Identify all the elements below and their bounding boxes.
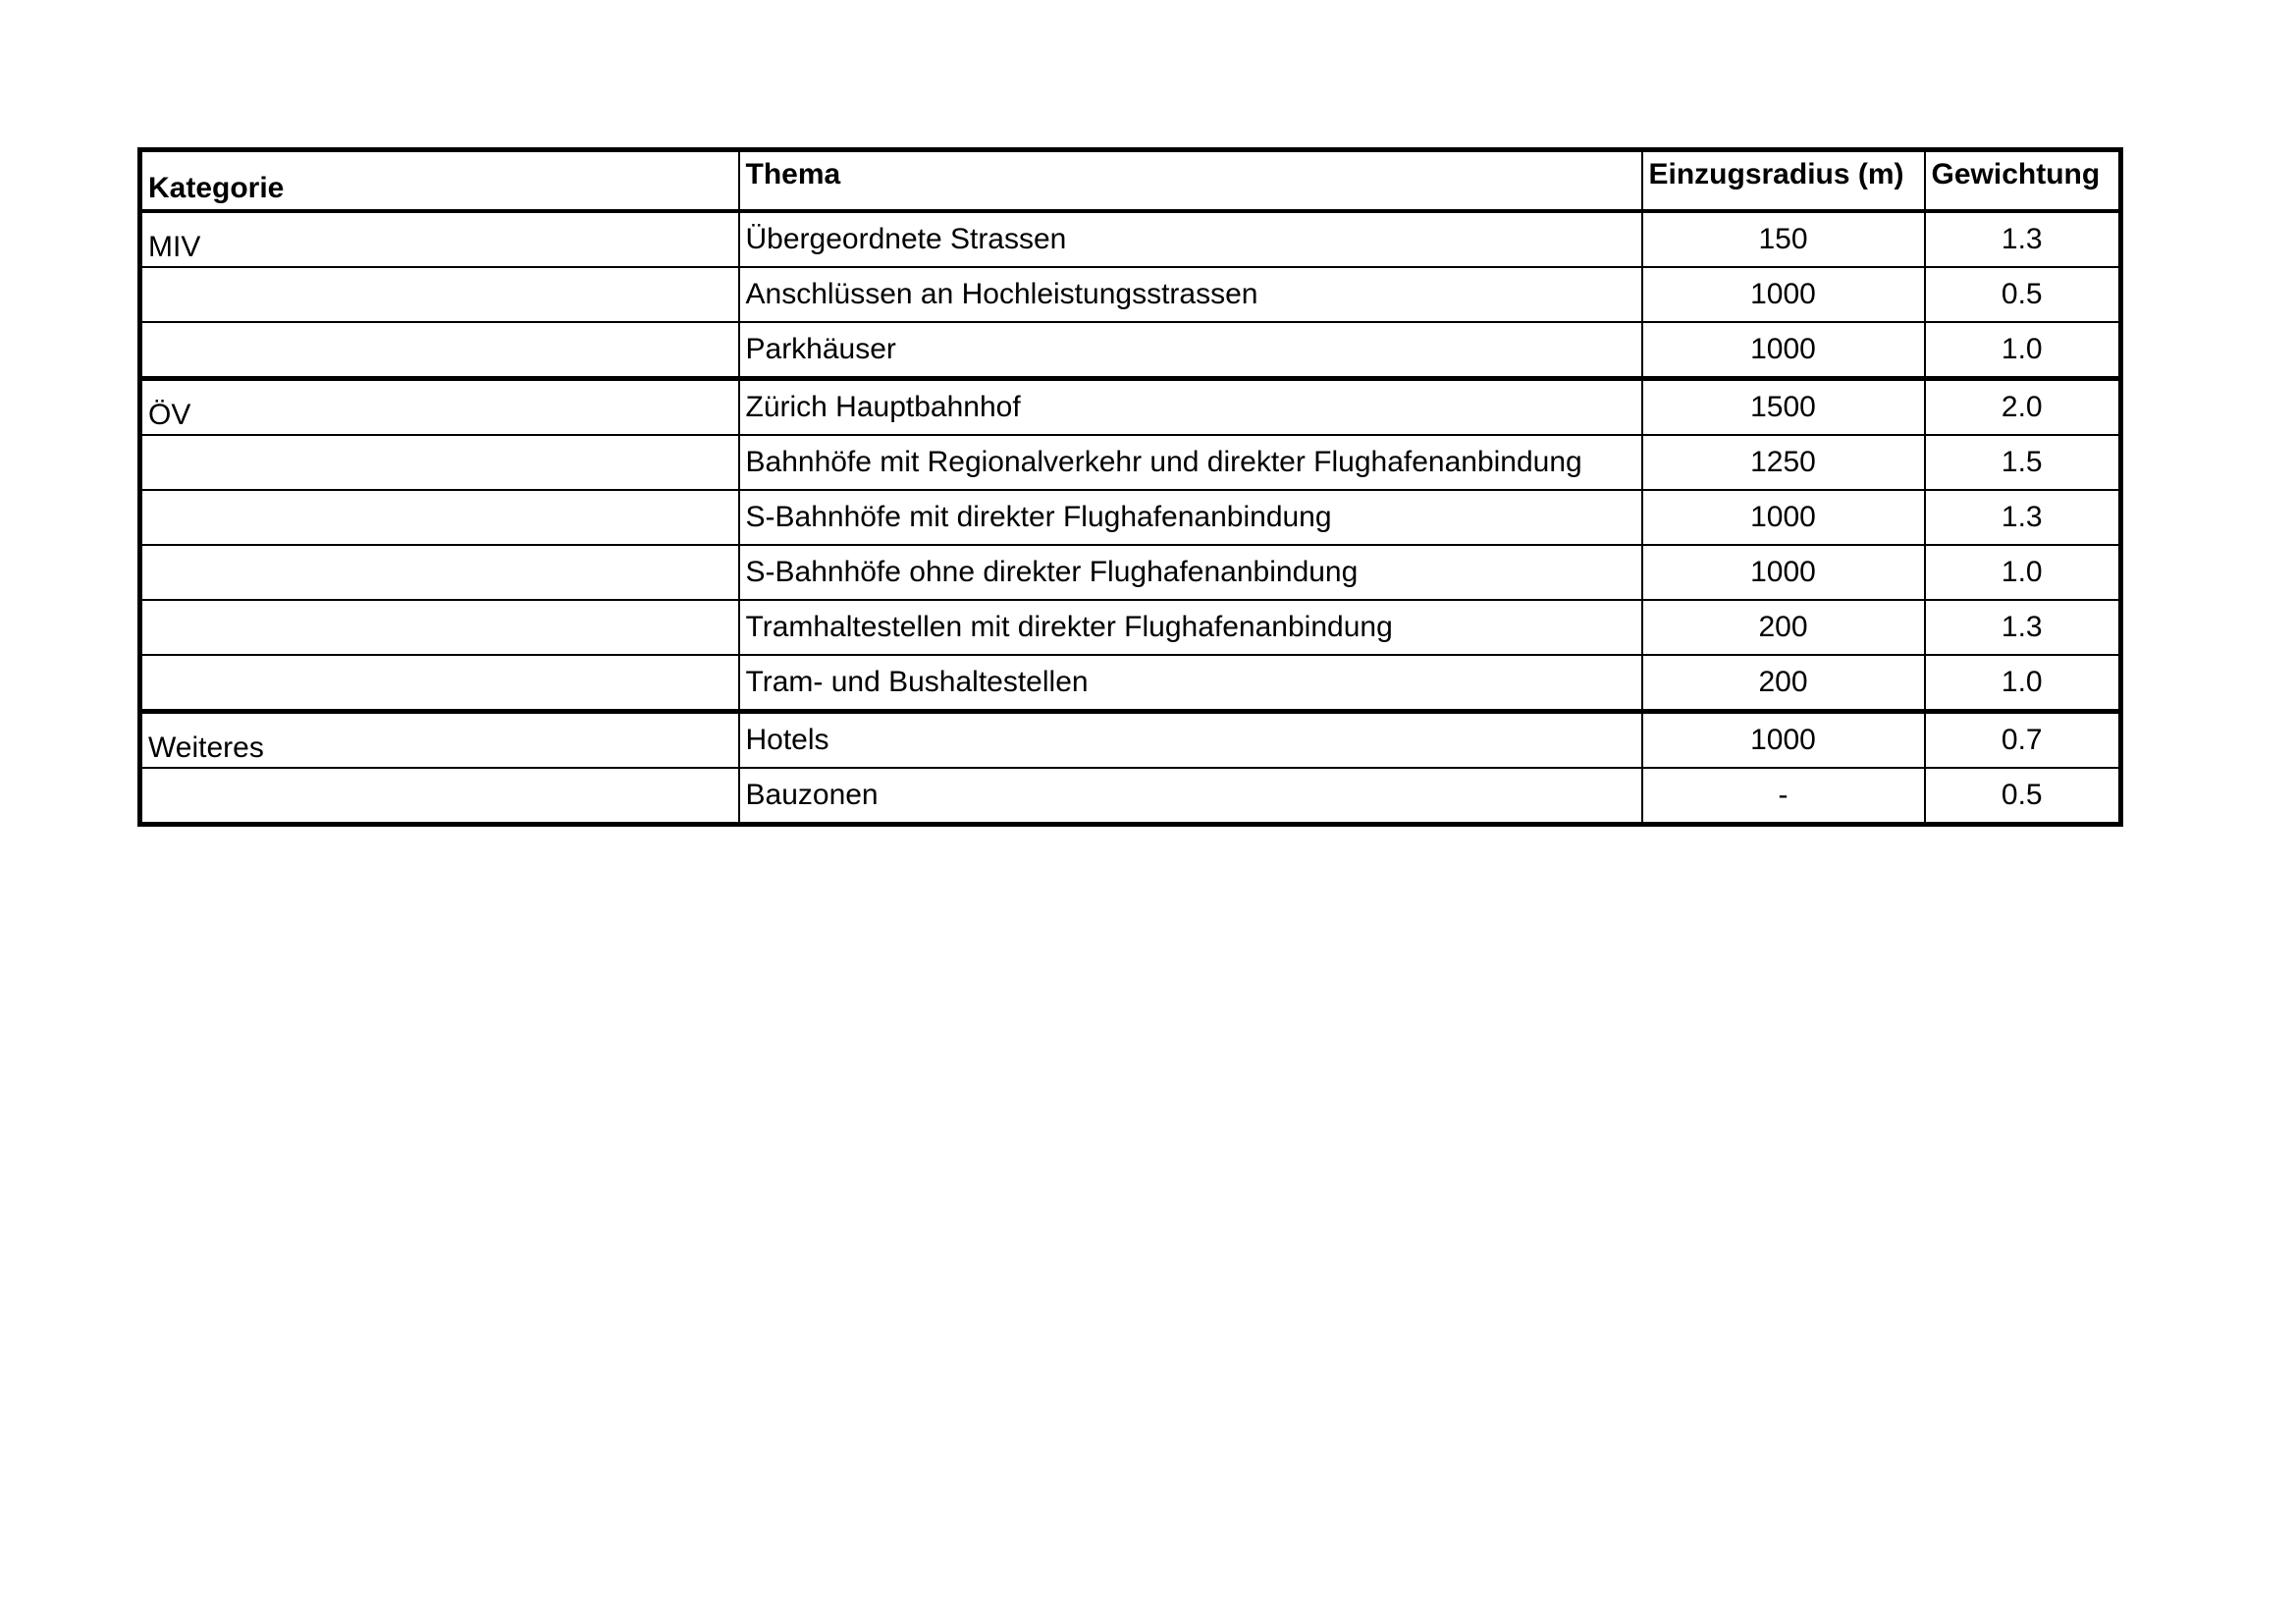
cell-gewichtung: 1.3 [1925,600,2121,655]
cell-thema: Hotels [739,712,1642,769]
cell-thema: Übergeordnete Strassen [739,211,1642,267]
cell-kategorie [140,768,739,825]
cell-gewichtung: 1.3 [1925,490,2121,545]
table-container [137,147,2118,827]
header-kategorie: Kategorie [140,150,739,212]
table-row [140,600,2121,655]
cell-gewichtung: 0.7 [1925,712,2121,769]
cell-gewichtung: 0.5 [1925,267,2121,322]
table-row [140,545,2121,600]
cell-einzugsradius: 150 [1642,211,1925,267]
cell-einzugsradius: 1000 [1642,545,1925,600]
cell-einzugsradius: 200 [1642,655,1925,712]
cell-kategorie [140,267,739,322]
cell-gewichtung: 1.0 [1925,322,2121,379]
cell-thema: Anschlüssen an Hochleistungsstrassen [739,267,1642,322]
table-row [140,267,2121,322]
cell-thema: Bauzonen [739,768,1642,825]
cell-thema: Tram- und Bushaltestellen [739,655,1642,712]
cell-kategorie: ÖV [140,379,739,436]
cell-gewichtung: 1.0 [1925,655,2121,712]
cell-gewichtung: 1.5 [1925,435,2121,490]
table-row [140,211,2121,267]
table-header-row [140,150,2121,212]
cell-thema: S-Bahnhöfe ohne direkter Flughafenanbindung [739,545,1642,600]
cell-gewichtung: 0.5 [1925,768,2121,825]
cell-einzugsradius: 200 [1642,600,1925,655]
cell-kategorie [140,435,739,490]
cell-einzugsradius: 1500 [1642,379,1925,436]
table-row [140,379,2121,436]
cell-kategorie: Weiteres [140,712,739,769]
cell-einzugsradius: 1000 [1642,712,1925,769]
table-row [140,435,2121,490]
cell-kategorie: MIV [140,211,739,267]
cell-kategorie [140,322,739,379]
cell-kategorie [140,655,739,712]
header-gewichtung: Gewichtung [1925,150,2121,212]
cell-thema: Zürich Hauptbahnhof [739,379,1642,436]
cell-gewichtung: 2.0 [1925,379,2121,436]
cell-thema: Bahnhöfe mit Regionalverkehr und direkter Flughafenanbindung [739,435,1642,490]
cell-thema: S-Bahnhöfe mit direkter Flughafenanbindung [739,490,1642,545]
weighting-table [137,147,2123,827]
table-row [140,712,2121,769]
cell-kategorie [140,600,739,655]
cell-thema: Parkhäuser [739,322,1642,379]
cell-einzugsradius: - [1642,768,1925,825]
header-thema: Thema [739,150,1642,212]
cell-einzugsradius: 1000 [1642,490,1925,545]
table-row [140,655,2121,712]
cell-einzugsradius: 1250 [1642,435,1925,490]
table-row [140,322,2121,379]
cell-kategorie [140,490,739,545]
header-einzugsradius: Einzugsradius (m) [1642,150,1925,212]
table-row [140,768,2121,825]
cell-einzugsradius: 1000 [1642,267,1925,322]
cell-gewichtung: 1.3 [1925,211,2121,267]
table-row [140,490,2121,545]
cell-kategorie [140,545,739,600]
cell-thema: Tramhaltestellen mit direkter Flughafenanbindung [739,600,1642,655]
cell-gewichtung: 1.0 [1925,545,2121,600]
cell-einzugsradius: 1000 [1642,322,1925,379]
